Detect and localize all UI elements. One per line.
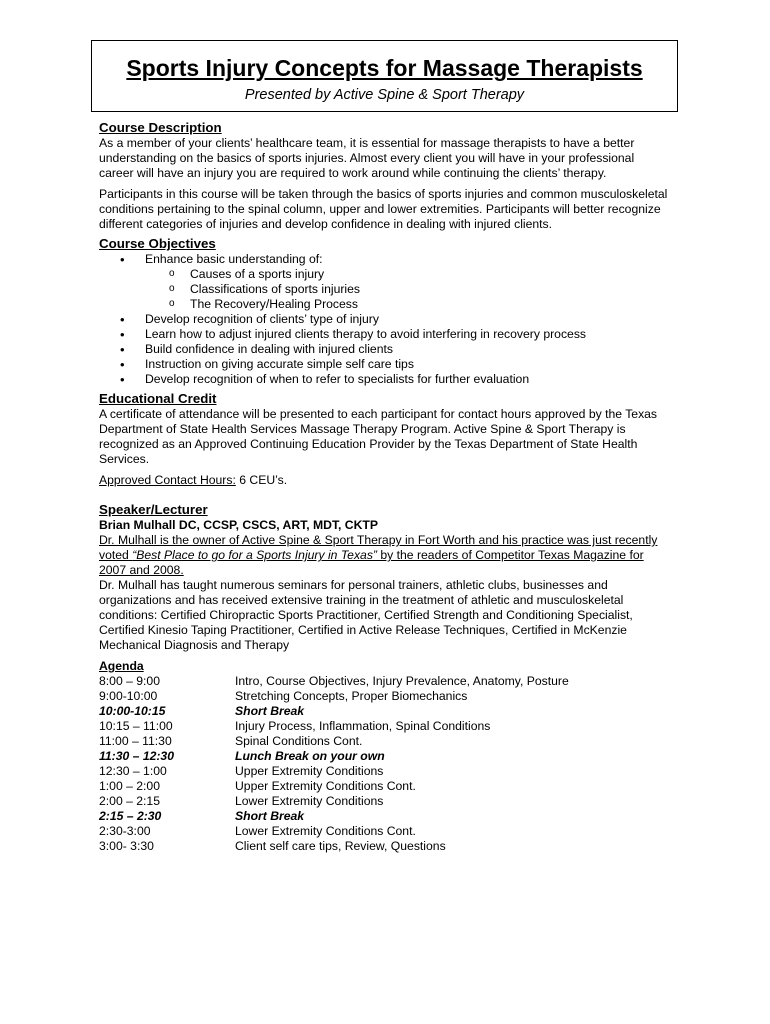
objective-subitem: o The Recovery/Healing Process: [99, 297, 669, 312]
contact-hours-label: Approved Contact Hours:: [99, 473, 236, 487]
objective-item: • Build confidence in dealing with injured clients: [99, 342, 669, 357]
agenda-row: [99, 794, 669, 809]
agenda-item: Lower Extremity Conditions: [235, 794, 384, 808]
speaker-heading: Speaker/Lecturer: [99, 502, 208, 517]
educational-credit-text: A certificate of attendance will be presented to each participant for contact hours approved by the Texas Department of State Health Services Massage Therapy Program. Active Spine & Sport Therapy is recognized as an Approved Continuing Education Provider by the Texas Department of State Health Services.: [99, 407, 658, 466]
agenda-row: [99, 734, 669, 749]
document-body: [99, 120, 669, 854]
title-box: [91, 40, 678, 112]
objectives-list-continued: [99, 312, 669, 387]
agenda-item: Upper Extremity Conditions: [235, 764, 384, 778]
agenda-time: 12:30 – 1:00: [99, 764, 167, 778]
award-quote: “Best Place to go for a Sports Injury in Texas”: [132, 548, 377, 562]
agenda-row: [99, 839, 669, 854]
agenda-section: [99, 659, 669, 854]
document-subtitle: Presented by Active Spine & Sport Therapy: [244, 87, 525, 103]
objective-item: • Develop recognition of when to refer to specialists for further evaluation: [99, 372, 669, 387]
agenda-item: Client self care tips, Review, Questions: [235, 839, 446, 853]
agenda-item: Stretching Concepts, Proper Biomechanics: [235, 689, 468, 703]
agenda-time: 9:00-10:00: [99, 689, 158, 703]
objective-subitem: o Causes of a sports injury: [99, 267, 669, 282]
agenda-heading: Agenda: [99, 659, 144, 673]
speaker-bio-1: Dr. Mulhall is the owner of Active Spine & Sport Therapy in Fort Worth and his practice was just recently voted “Best Place to go for a Sports Injury in Texas” by the readers of Competitor Texas Magazine for 2007 and 2008.: [99, 533, 658, 577]
agenda-item: Spinal Conditions Cont.: [235, 734, 363, 748]
objective-item: • Instruction on giving accurate simple self care tips: [99, 357, 669, 372]
objective-item: • Learn how to adjust injured clients therapy to avoid interfering in recovery process: [99, 327, 669, 342]
speaker-name: Brian Mulhall DC, CCSP, CSCS, ART, MDT, CKTP: [99, 518, 378, 532]
objectives-list: [99, 252, 669, 267]
objective-item: • Enhance basic understanding of:: [99, 252, 669, 267]
agenda-time: 1:00 – 2:00: [99, 779, 160, 793]
educational-credit-section: [99, 391, 669, 488]
agenda-item: Short Break: [235, 704, 305, 718]
document-title: Sports Injury Concepts for Massage Therapists: [126, 55, 643, 81]
course-description-paragraph-1: As a member of your clients’ healthcare team, it is essential for massage therapists to have a better understanding on the basics of sports injuries. Almost every client you will have in your professional career will have an injury you are required to work around while continuing the clients’ therapy.: [99, 136, 635, 180]
course-description-section: [99, 120, 669, 232]
agenda-time: 11:00 – 11:30: [99, 734, 172, 748]
agenda-row-break: [99, 809, 669, 824]
agenda-item: Lunch Break on your own: [235, 749, 385, 763]
agenda-time: 10:15 – 11:00: [99, 719, 173, 733]
course-description-heading: Course Description: [99, 120, 222, 135]
agenda-time: 11:30 – 12:30: [99, 749, 174, 763]
agenda-item: Lower Extremity Conditions Cont.: [235, 824, 416, 838]
agenda-time: 3:00- 3:30: [99, 839, 154, 853]
objectives-sublist: [99, 267, 669, 312]
speaker-bio-2: Dr. Mulhall has taught numerous seminars for personal trainers, athletic clubs, businesses and organizations and has received extensive training in the treatment of athletic and musculoskeletal conditions: Certified Chiropractic Sports Practitioner, Certified Strength and Conditioning Specialist, Certified Kinesio Taping Practitioner, Certified in Active Release Techniques, Certified in McKenzie Mechanical Diagnosis and Therapy: [99, 578, 633, 652]
objective-item: • Develop recognition of clients’ type of injury: [99, 312, 669, 327]
agenda-item: Short Break: [235, 809, 305, 823]
course-objectives-heading: Course Objectives: [99, 236, 216, 251]
agenda-time: 2:00 – 2:15: [99, 794, 160, 808]
agenda-item: Intro, Course Objectives, Injury Prevalence, Anatomy, Posture: [235, 674, 569, 688]
agenda-row: [99, 824, 669, 839]
speaker-section: [99, 502, 669, 653]
agenda-time: 2:30-3:00: [99, 824, 151, 838]
agenda-time: 10:00-10:15: [99, 704, 166, 718]
agenda-row-break: [99, 704, 669, 719]
agenda-row: [99, 764, 669, 779]
agenda-time: 8:00 – 9:00: [99, 674, 160, 688]
agenda-row: [99, 779, 669, 794]
agenda-row: [99, 674, 669, 689]
objective-subitem: o Classifications of sports injuries: [99, 282, 669, 297]
agenda-row-break: [99, 749, 669, 764]
agenda-item: Injury Process, Inflammation, Spinal Conditions: [235, 719, 491, 733]
course-objectives-section: [99, 236, 669, 387]
agenda-row: [99, 719, 669, 734]
educational-credit-heading: Educational Credit: [99, 391, 217, 406]
course-description-paragraph-2: Participants in this course will be taken through the basics of sports injuries and common musculoskeletal conditions pertaining to the spinal column, upper and lower extremities. Participants will better recognize different categories of injuries and develop confidence in dealing with injured clients.: [99, 187, 668, 231]
agenda-item: Upper Extremity Conditions Cont.: [235, 779, 416, 793]
agenda-row: [99, 689, 669, 704]
contact-hours-line: [99, 473, 669, 488]
agenda-time: 2:15 – 2:30: [99, 809, 162, 823]
contact-hours-value: 6 CEU’s.: [235, 473, 288, 487]
